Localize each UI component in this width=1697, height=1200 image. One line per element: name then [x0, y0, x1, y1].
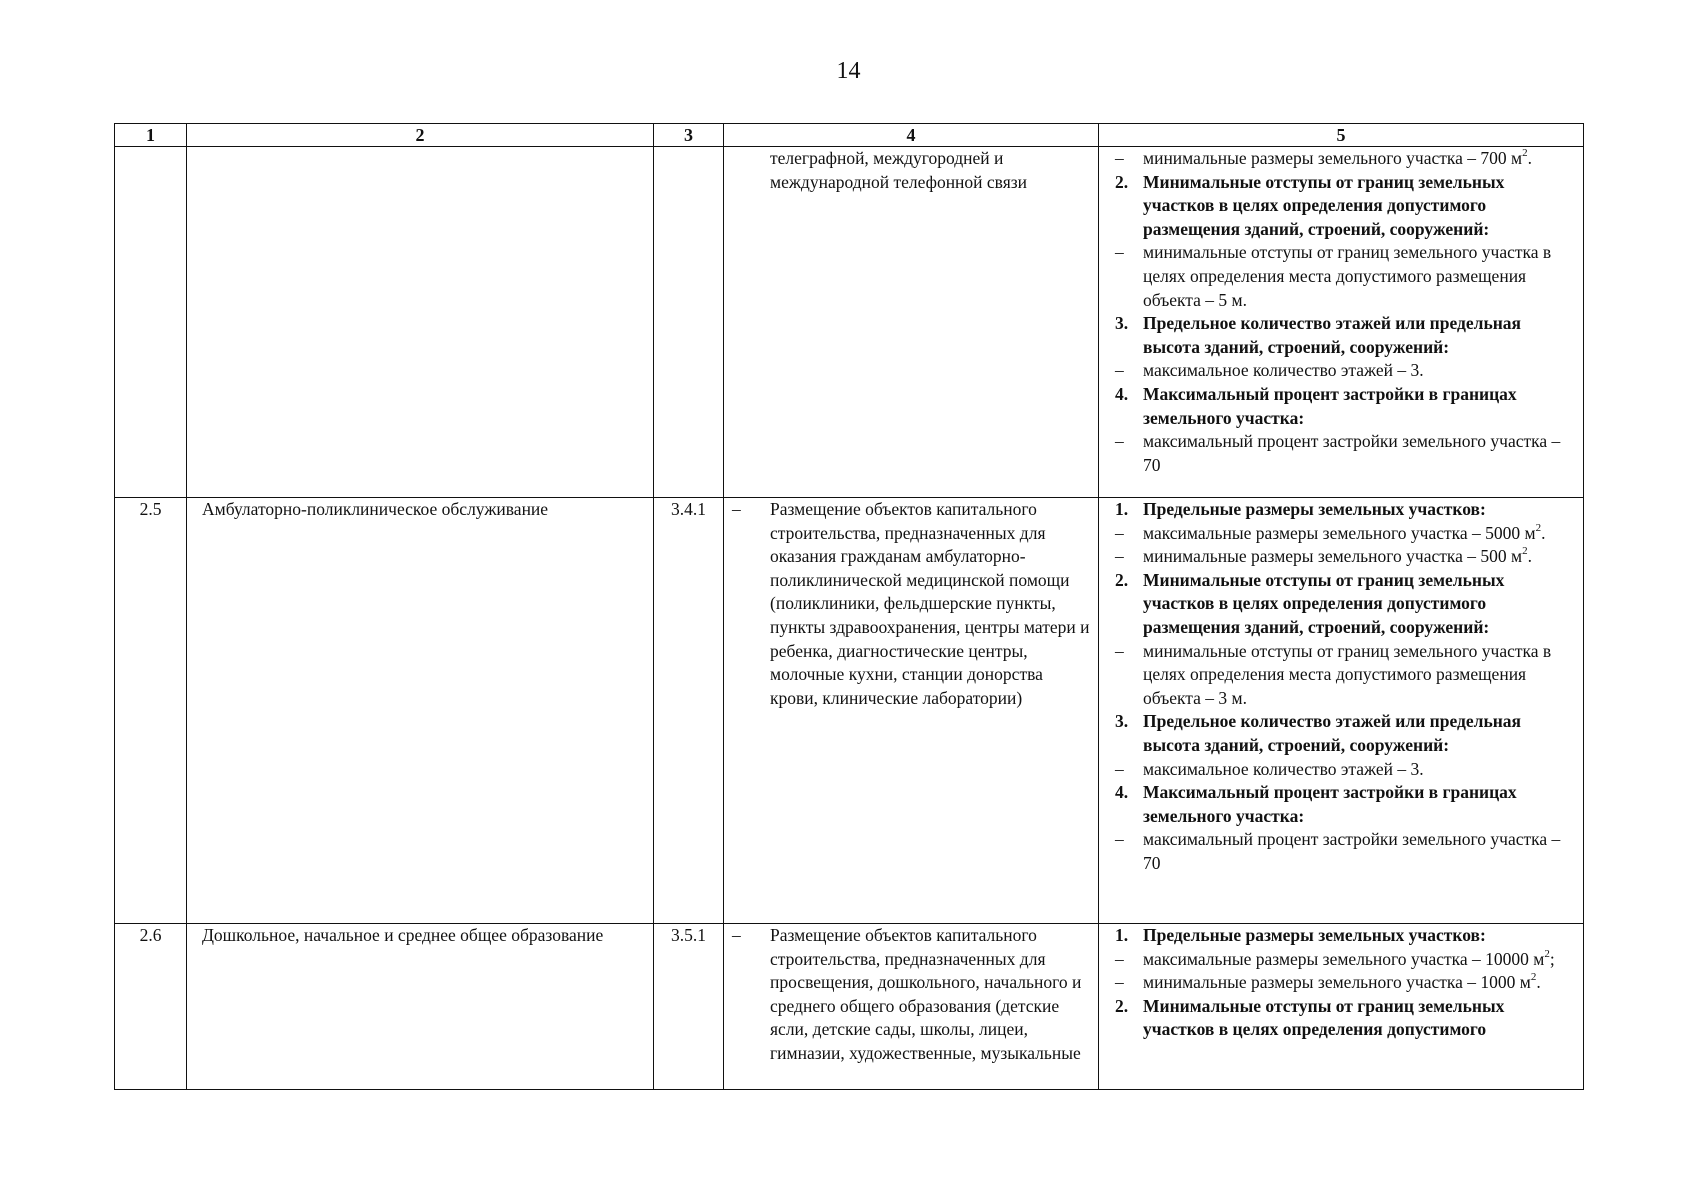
parameter-text: Максимальный процент застройки в границах земельного участка:	[1143, 383, 1517, 428]
superscript: 2	[1530, 971, 1537, 984]
parameter-heading	[1109, 312, 1577, 359]
number-marker: 4.	[1115, 383, 1129, 404]
parameter-text: Предельные размеры земельных участков:	[1143, 499, 1486, 519]
parameter-heading	[1109, 995, 1577, 1042]
dash-marker: –	[1115, 546, 1124, 567]
zoning-table	[114, 123, 1584, 1090]
row-parameters	[1099, 147, 1584, 498]
description-item	[728, 498, 1090, 710]
description-text: Размещение объектов капитального строительства, предназначенных для оказания гражданам амбулаторно-поликлинической медицинской помощи (поликлиники, фельдшерские пункты, пункты здравоохранения, центры матери и ребенка, диагностические центры, молочные кухни, станции донорства крови, клинические лаборатории)	[770, 499, 1090, 708]
dash-marker: –	[1115, 431, 1124, 452]
parameter-item	[1109, 640, 1577, 711]
column-header-3: 3	[654, 124, 724, 147]
parameter-item	[1109, 430, 1577, 477]
table-row	[115, 498, 1584, 924]
number-marker: 2.	[1115, 569, 1129, 590]
parameter-text: максимальные размеры земельного участка – 5000 $м^2$.	[1143, 521, 1546, 543]
parameter-item	[1109, 971, 1577, 995]
dash-marker: –	[1115, 758, 1124, 779]
parameter-text: минимальные отступы от границ земельного участка в целях определения места допустимого размещения объекта – 5 м.	[1143, 242, 1552, 310]
parameter-heading	[1109, 710, 1577, 757]
parameter-heading	[1109, 498, 1577, 522]
number-marker: 3.	[1115, 711, 1129, 732]
number-marker: 1.	[1115, 925, 1129, 945]
column-header-2: 2	[187, 124, 654, 147]
parameter-text: минимальные размеры земельного участка – 700 $м^2$.	[1143, 147, 1532, 168]
parameter-heading	[1109, 171, 1577, 242]
parameter-item	[1109, 758, 1577, 782]
row-number: 2.6	[115, 924, 187, 1090]
number-marker: 1.	[1115, 499, 1129, 519]
parameter-text: Максимальный процент застройки в границах земельного участка:	[1143, 782, 1517, 826]
parameter-text: максимальное количество этажей – 3.	[1143, 360, 1424, 381]
number-marker: 4.	[1115, 782, 1129, 803]
parameter-text: максимальные размеры земельного участка – 10000 $м^2$;	[1143, 947, 1555, 969]
row-name: Амбулаторно-поликлиническое обслуживание	[187, 498, 654, 924]
superscript: 2	[1535, 521, 1542, 534]
column-header-4: 4	[724, 124, 1099, 147]
parameter-text: Предельное количество этажей или предельная высота зданий, строений, сооружений:	[1143, 711, 1522, 755]
dash-marker: –	[1115, 148, 1124, 168]
superscript: 2	[1522, 545, 1528, 558]
parameter-item	[1109, 241, 1577, 312]
row-name	[187, 147, 654, 498]
row-code: 3.5.1	[654, 924, 724, 1090]
parameter-text: Минимальные отступы от границ земельных участков в целях определения допустимого размещения зданий, строений, сооружений:	[1143, 171, 1505, 239]
row-code: 3.4.1	[654, 498, 724, 924]
parameter-text: минимальные размеры земельного участка – 500 $м^2$.	[1143, 545, 1532, 567]
row-description	[724, 147, 1099, 498]
column-header-1: 1	[115, 124, 187, 147]
parameter-text: Минимальные отступы от границ земельных участков в целях определения допустимого	[1143, 995, 1505, 1040]
row-number: 2.5	[115, 498, 187, 924]
superscript: 2	[1522, 147, 1528, 160]
description-item	[728, 924, 1090, 1066]
description-text: телеграфной, междугородней и международной телефонной связи	[770, 148, 1028, 192]
dash-marker: –	[1115, 948, 1124, 969]
superscript: 2	[1544, 947, 1550, 960]
column-header-5: 5	[1099, 124, 1584, 147]
parameter-text: минимальные размеры земельного участка – 1000 $м^2$.	[1143, 971, 1541, 993]
row-name	[187, 924, 654, 1090]
parameter-item	[1109, 147, 1577, 171]
dash-marker: –	[732, 925, 741, 945]
row-description	[724, 498, 1099, 924]
parameter-text: минимальные отступы от границ земельного участка в целях определения места допустимого размещения объекта – 3 м.	[1143, 640, 1552, 708]
number-marker: 2.	[1115, 995, 1129, 1016]
row-parameters	[1099, 498, 1584, 924]
parameter-heading	[1109, 781, 1577, 828]
parameter-heading	[1109, 383, 1577, 430]
parameter-item	[1109, 545, 1577, 569]
parameter-text: Предельные размеры земельных участков:	[1143, 925, 1486, 945]
parameter-heading	[1109, 569, 1577, 640]
description-text: Размещение объектов капитального строительства, предназначенных для просвещения, дошкольного, начального и среднего общего образования (детские ясли, детские сады, школы, лицеи, гимназии, художественные, музыкальные	[770, 925, 1082, 1063]
row-number	[115, 147, 187, 498]
table-row	[115, 147, 1584, 498]
dash-marker: –	[1115, 829, 1124, 850]
parameter-text: максимальный процент застройки земельного участка – 70	[1143, 829, 1561, 873]
parameter-heading	[1109, 924, 1577, 948]
parameter-text: максимальное количество этажей – 3.	[1143, 758, 1424, 779]
parameter-text: максимальный процент застройки земельного участка – 70	[1143, 431, 1561, 475]
parameter-text: Предельное количество этажей или предельная высота зданий, строений, сооружений:	[1143, 313, 1522, 357]
table-row	[115, 924, 1584, 1090]
parameter-text: Минимальные отступы от границ земельных участков в целях определения допустимого размещения зданий, строений, сооружений:	[1143, 569, 1505, 637]
row-parameters	[1099, 924, 1584, 1090]
dash-marker: –	[1115, 360, 1124, 381]
parameter-item	[1109, 948, 1577, 972]
dash-marker: –	[1115, 972, 1124, 993]
parameter-item	[1109, 828, 1577, 875]
dash-marker: –	[1115, 242, 1124, 263]
row-code	[654, 147, 724, 498]
number-marker: 3.	[1115, 313, 1129, 334]
row-description	[724, 924, 1099, 1090]
row-name-text: Дошкольное, начальное и среднее общее образование	[202, 925, 604, 945]
dash-marker: –	[732, 499, 741, 519]
page-number: 14	[836, 58, 861, 84]
table-header-row	[115, 124, 1584, 147]
number-marker: 2.	[1115, 171, 1129, 192]
parameter-item	[1109, 522, 1577, 546]
dash-marker: –	[1115, 640, 1124, 661]
dash-marker: –	[1115, 522, 1124, 543]
parameter-item	[1109, 359, 1577, 383]
